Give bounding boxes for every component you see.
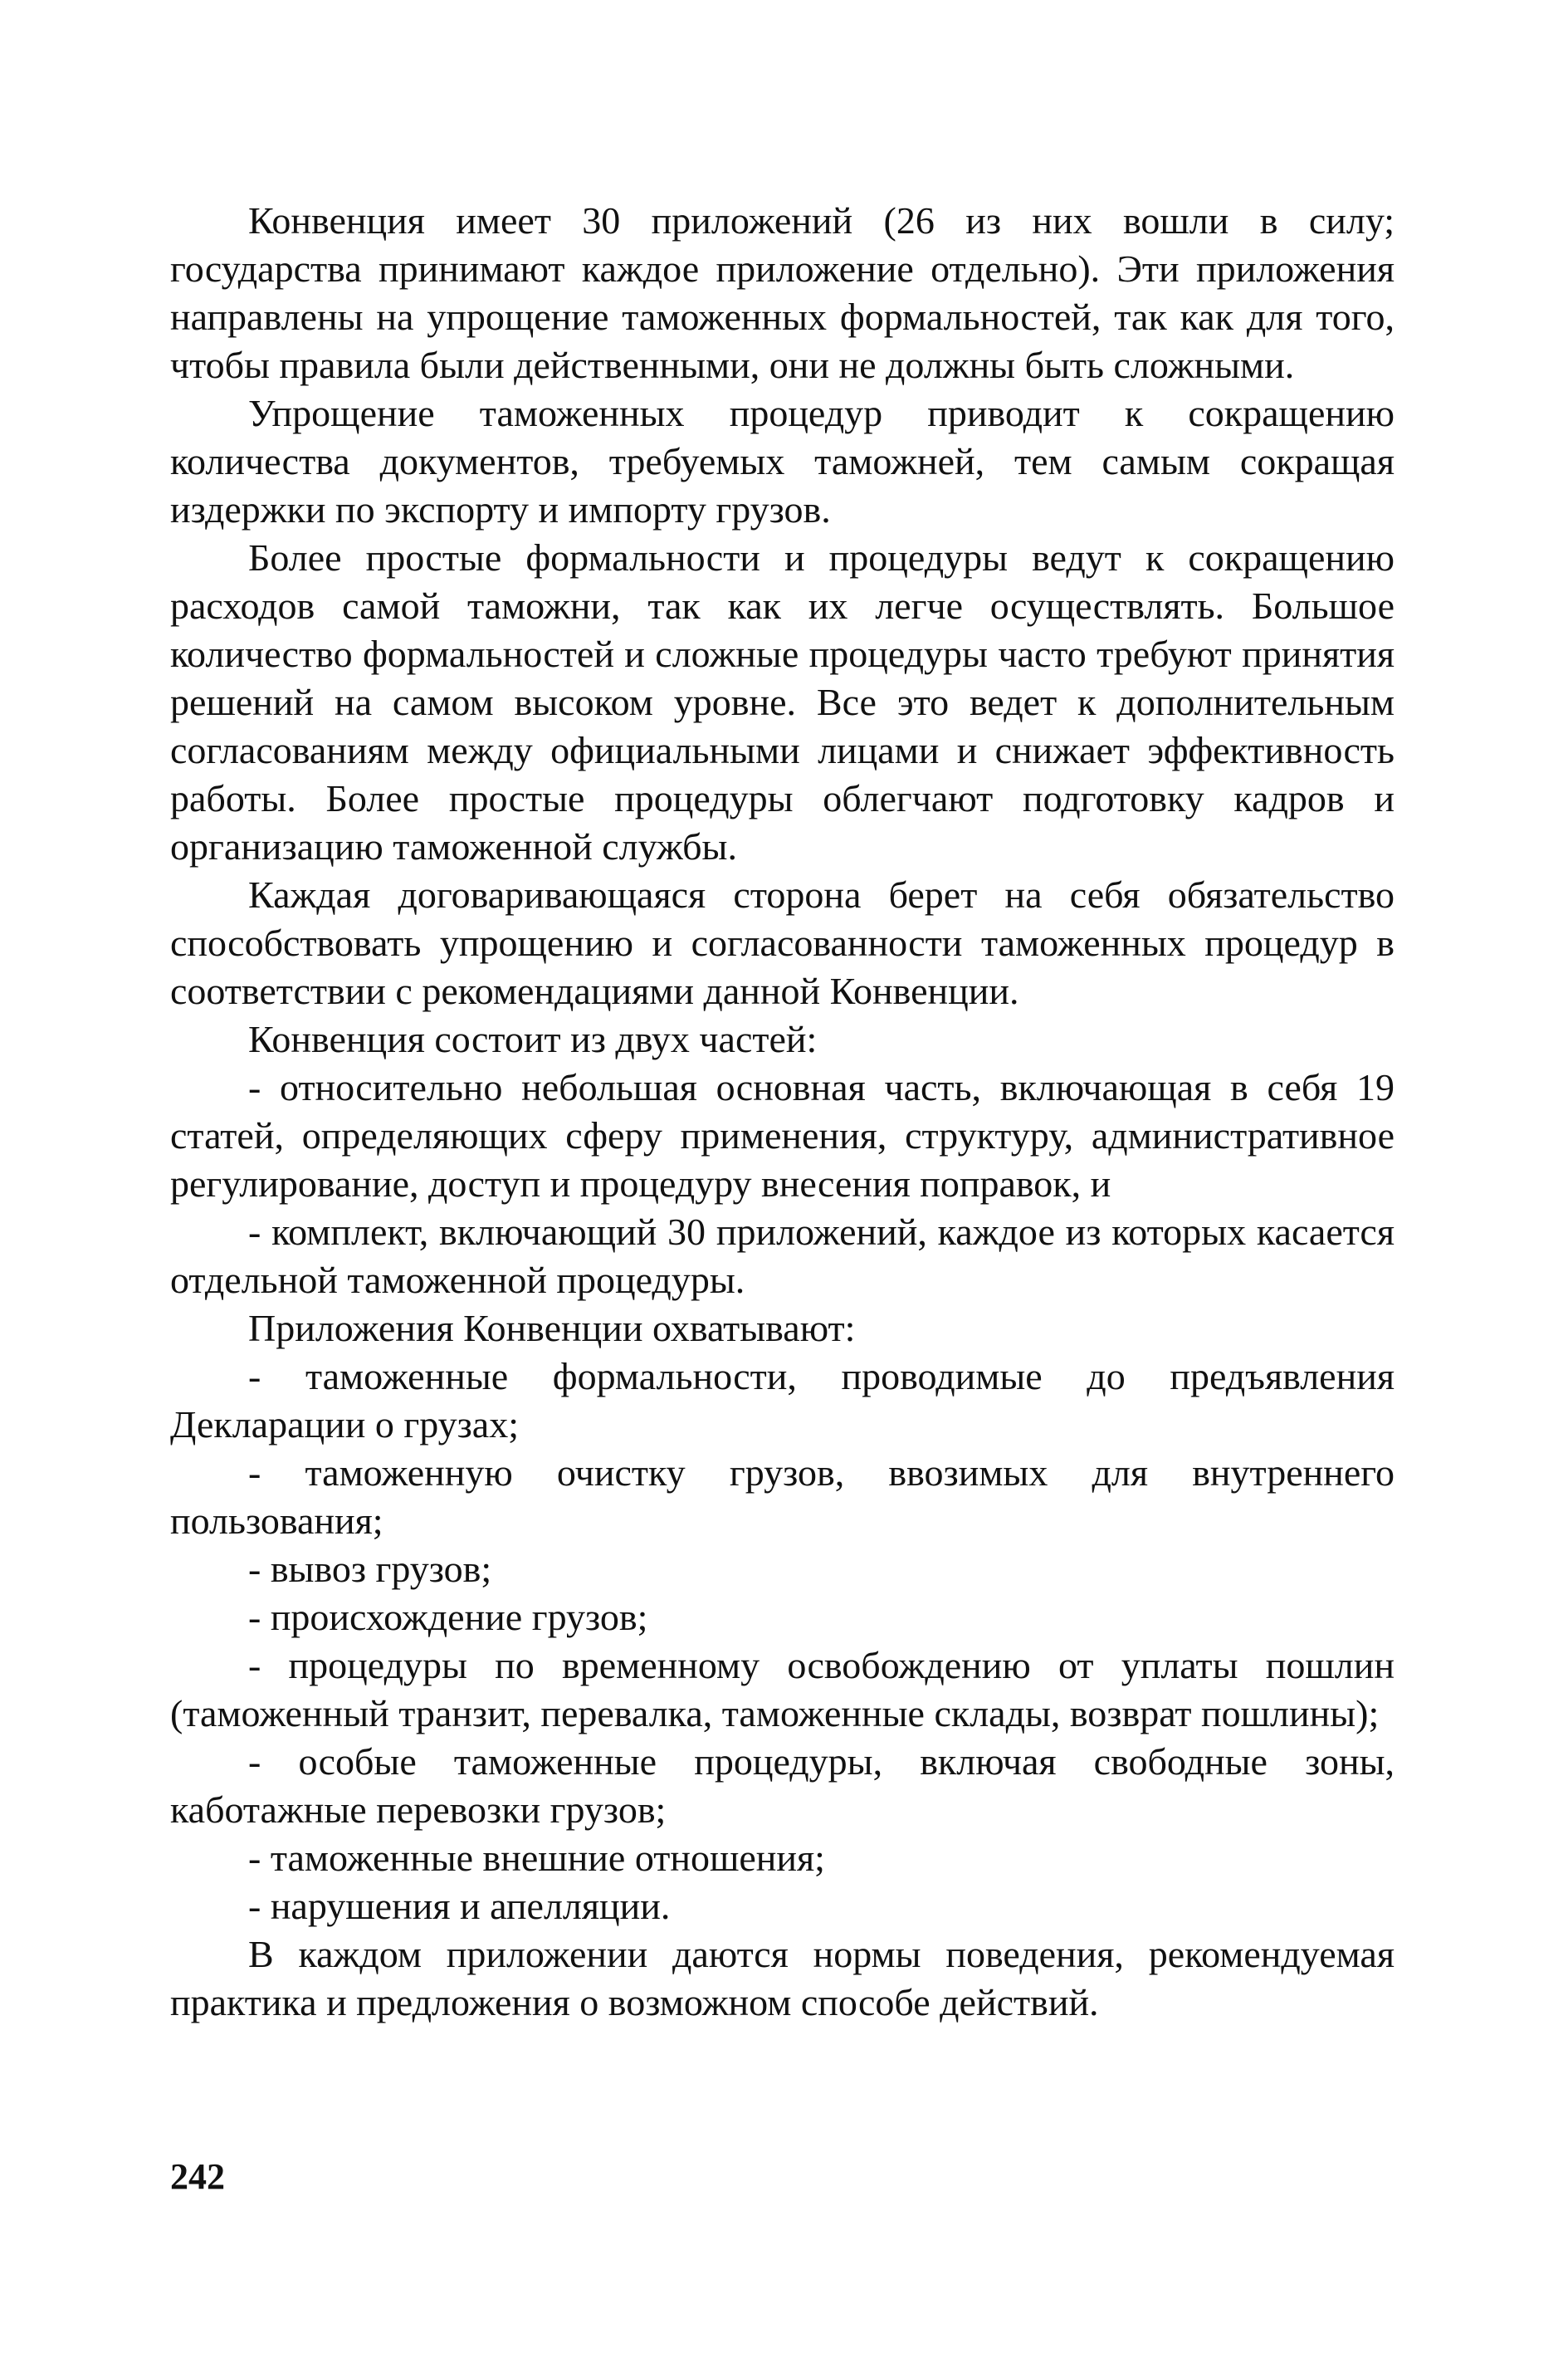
list-item-7: - процедуры по временному освобождению от уплаты пошлин (таможенный транзит, перевалка, таможенные склады, возврат пошлины); <box>170 1644 1395 1734</box>
list-item-6: - происхождение грузов; <box>248 1596 648 1638</box>
paragraph-6: Приложения Конвенции охватывают: <box>248 1307 856 1349</box>
page-number: 242 <box>170 2156 225 2197</box>
paragraph-2: Упрощение таможенных процедур приводит к сокращению количества документов, требуемых таможней, тем самым сокращая издержки по экспорту и импорту грузов. <box>170 392 1395 531</box>
list-item-3: - таможенные формальности, проводимые до предъявления Декларации о грузах; <box>170 1355 1395 1446</box>
list-item-10: - нарушения и апелляции. <box>248 1885 671 1927</box>
paragraph-7: В каждом приложении даются нормы поведения, рекомендуемая практика и предложения о возможном способе действий. <box>170 1933 1395 2023</box>
paragraph-4: Каждая договаривающаяся сторона берет на себя обязательство способствовать упрощению и согласованности таможенных процедур в соответствии с рекомендациями данной Конвенции. <box>170 873 1395 1012</box>
paragraph-3: Более простые формальности и процедуры ведут к сокращению расходов самой таможни, так как их легче осуществлять. Большое количество формальностей и сложные процедуры часто требуют принятия решений на самом высоком уровне. Все это ведет к дополнительным согласованиям между официальными лицами и снижает эффективность работы. Более простые процедуры облегчают подготовку кадров и организацию таможенной службы. <box>170 536 1395 868</box>
paragraph-5: Конвенция состоит из двух частей: <box>248 1018 818 1060</box>
list-item-2: - комплект, включающий 30 приложений, каждое из которых касается отдельной таможенной процедуры. <box>170 1211 1395 1301</box>
list-item-5: - вывоз грузов; <box>248 1548 492 1590</box>
list-item-4: - таможенную очистку грузов, ввозимых для внутреннего пользования; <box>170 1451 1395 1542</box>
list-item-8: - особые таможенные процедуры, включая свободные зоны, каботажные перевозки грузов; <box>170 1740 1395 1831</box>
paragraph-1: Конвенция имеет 30 приложений (26 из них вошли в силу; государства принимают каждое приложение отдельно). Эти приложения направлены на упрощение таможенных формальностей, так как для того, чтобы правила были действенными, они не должны быть сложными. <box>170 199 1395 386</box>
body-text <box>170 197 1395 2027</box>
list-item-1: - относительно небольшая основная часть, включающая в себя 19 статей, определяющих сферу применения, структуру, административное регулирование, доступ и процедуру внесения поправок, и <box>170 1066 1395 1205</box>
list-item-9: - таможенные внешние отношения; <box>248 1837 825 1879</box>
